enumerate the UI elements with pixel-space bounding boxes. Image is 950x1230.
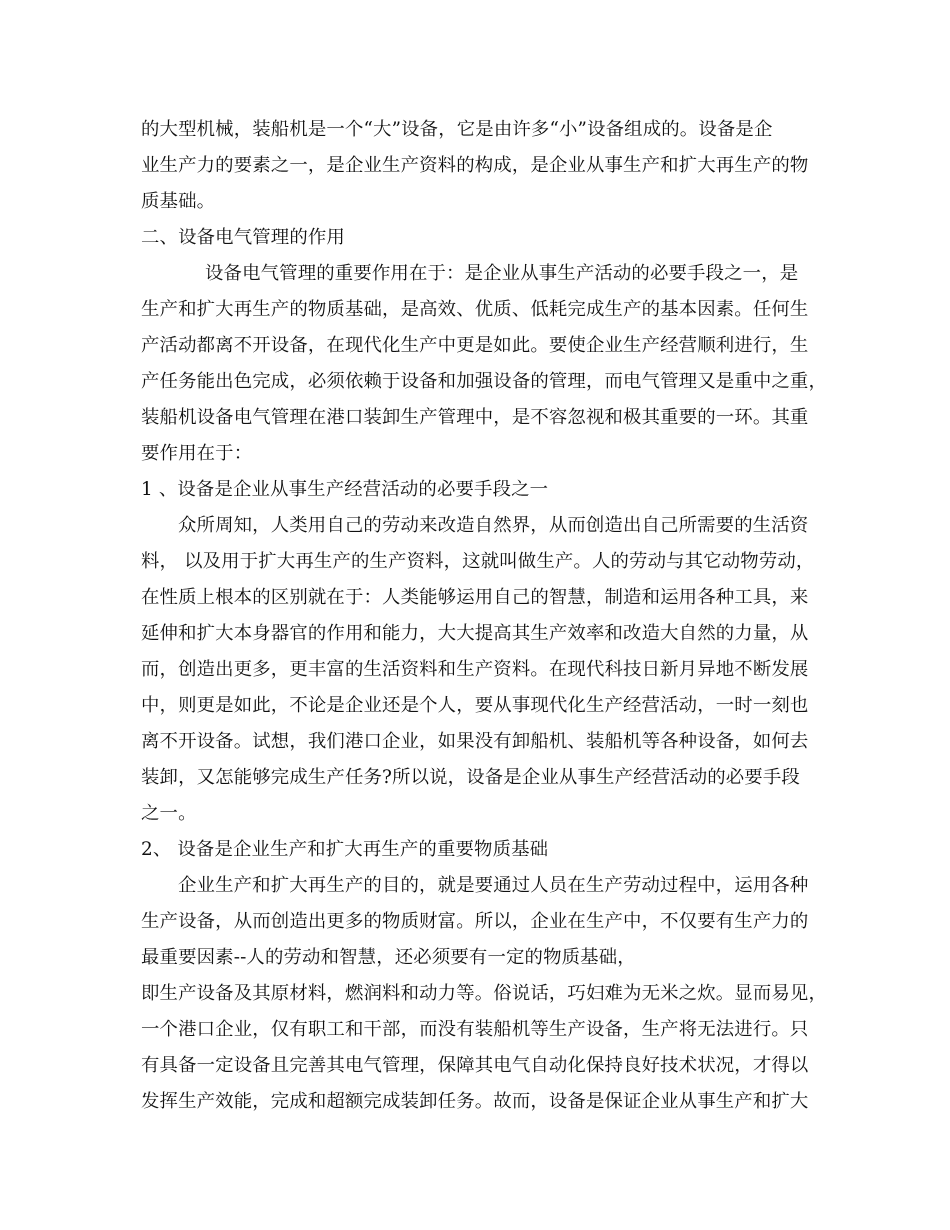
body-text-line: 在性质上根本的区别就在于：人类能够运用自己的智慧，制造和运用各种工具，来 (141, 587, 809, 608)
body-text-line: 产任务能出色完成，必须依赖于设备和加强设备的管理，而电气管理又是重中之重， (141, 371, 828, 392)
body-text-line: 离不开设备。试想，我们港口企业，如果没有卸船机、装船机等各种设备，如何去 (141, 731, 809, 752)
body-text-line: 设备电气管理的重要作用在于：是企业从事生产活动的必要手段之一，是 (205, 263, 799, 284)
body-text-line: 而，创造出更多，更丰富的生活资料和生产资料。在现代科技日新月异地不断发展 (141, 659, 809, 680)
section-heading: 二、设备电气管理的作用 (141, 227, 345, 248)
body-text-line: 有具备一定设备且完善其电气管理，保障其电气自动化保持良好技术状况，才得以 (141, 1055, 809, 1076)
body-text-line: 装船机设备电气管理在港口装卸生产管理中，是不容忽视和极其重要的一环。其重 (141, 407, 809, 428)
body-text-line: 产活动都离不开设备，在现代化生产中更是如此。要使企业生产经营顺利进行，生 (141, 335, 809, 356)
body-text-line: 要作用在于： (141, 443, 253, 464)
body-text-line: 企业生产和扩大再生产的目的，就是要通过人员在生产劳动过程中，运用各种 (178, 875, 809, 896)
body-text-line: 质基础。 (141, 191, 216, 212)
body-text-line: 延伸和扩大本身器官的作用和能力，大大提高其生产效率和改造大自然的力量，从 (141, 623, 809, 644)
body-text-line: 最重要因素--人的劳动和智慧，还必须要有一定的物质基础， (141, 947, 636, 968)
body-text-line: 生产设备，从而创造出更多的物质财富。所以，企业在生产中，不仅要有生产力的 (141, 911, 809, 932)
body-text-line: 众所周知，人类用自己的劳动来改造自然界，从而创造出自己所需要的生活资 (178, 515, 809, 536)
body-text-line: 装卸，又怎能够完成生产任务?所以说，设备是企业从事生产经营活动的必要手段 (141, 767, 800, 788)
body-text-line: 中，则更是如此，不论是企业还是个人，要从事现代化生产经营活动，一时一刻也 (141, 695, 809, 716)
body-text-line: 的大型机械，装船机是一个“大”设备，它是由许多“小”设备组成的。设备是企 (141, 119, 773, 140)
body-text-line: 业生产力的要素之一，是企业生产资料的构成，是企业从事生产和扩大再生产的物 (141, 155, 809, 176)
body-text-line: 料， 以及用于扩大再生产的生产资料，这就叫做生产。人的劳动与其它动物劳动， (141, 551, 815, 572)
body-text-line: 生产和扩大再生产的物质基础，是高效、优质、低耗完成生产的基本因素。任何生 (141, 299, 809, 320)
body-text-line: 一个港口企业，仅有职工和干部，而没有装船机等生产设备，生产将无法进行。只 (141, 1019, 809, 1040)
subsection-heading: 1 、设备是企业从事生产经营活动的必要手段之一 (141, 479, 549, 500)
body-text-line: 即生产设备及其原材料，燃润料和动力等。俗说话，巧妇难为无米之炊。显而易见， (141, 983, 828, 1004)
body-text-line: 之一。 (141, 803, 197, 824)
subsection-heading: 2、 设备是企业生产和扩大再生产的重要物质基础 (141, 839, 549, 860)
body-text-line: 发挥生产效能，完成和超额完成装卸任务。故而，设备是保证企业从事生产和扩大 (141, 1091, 809, 1112)
